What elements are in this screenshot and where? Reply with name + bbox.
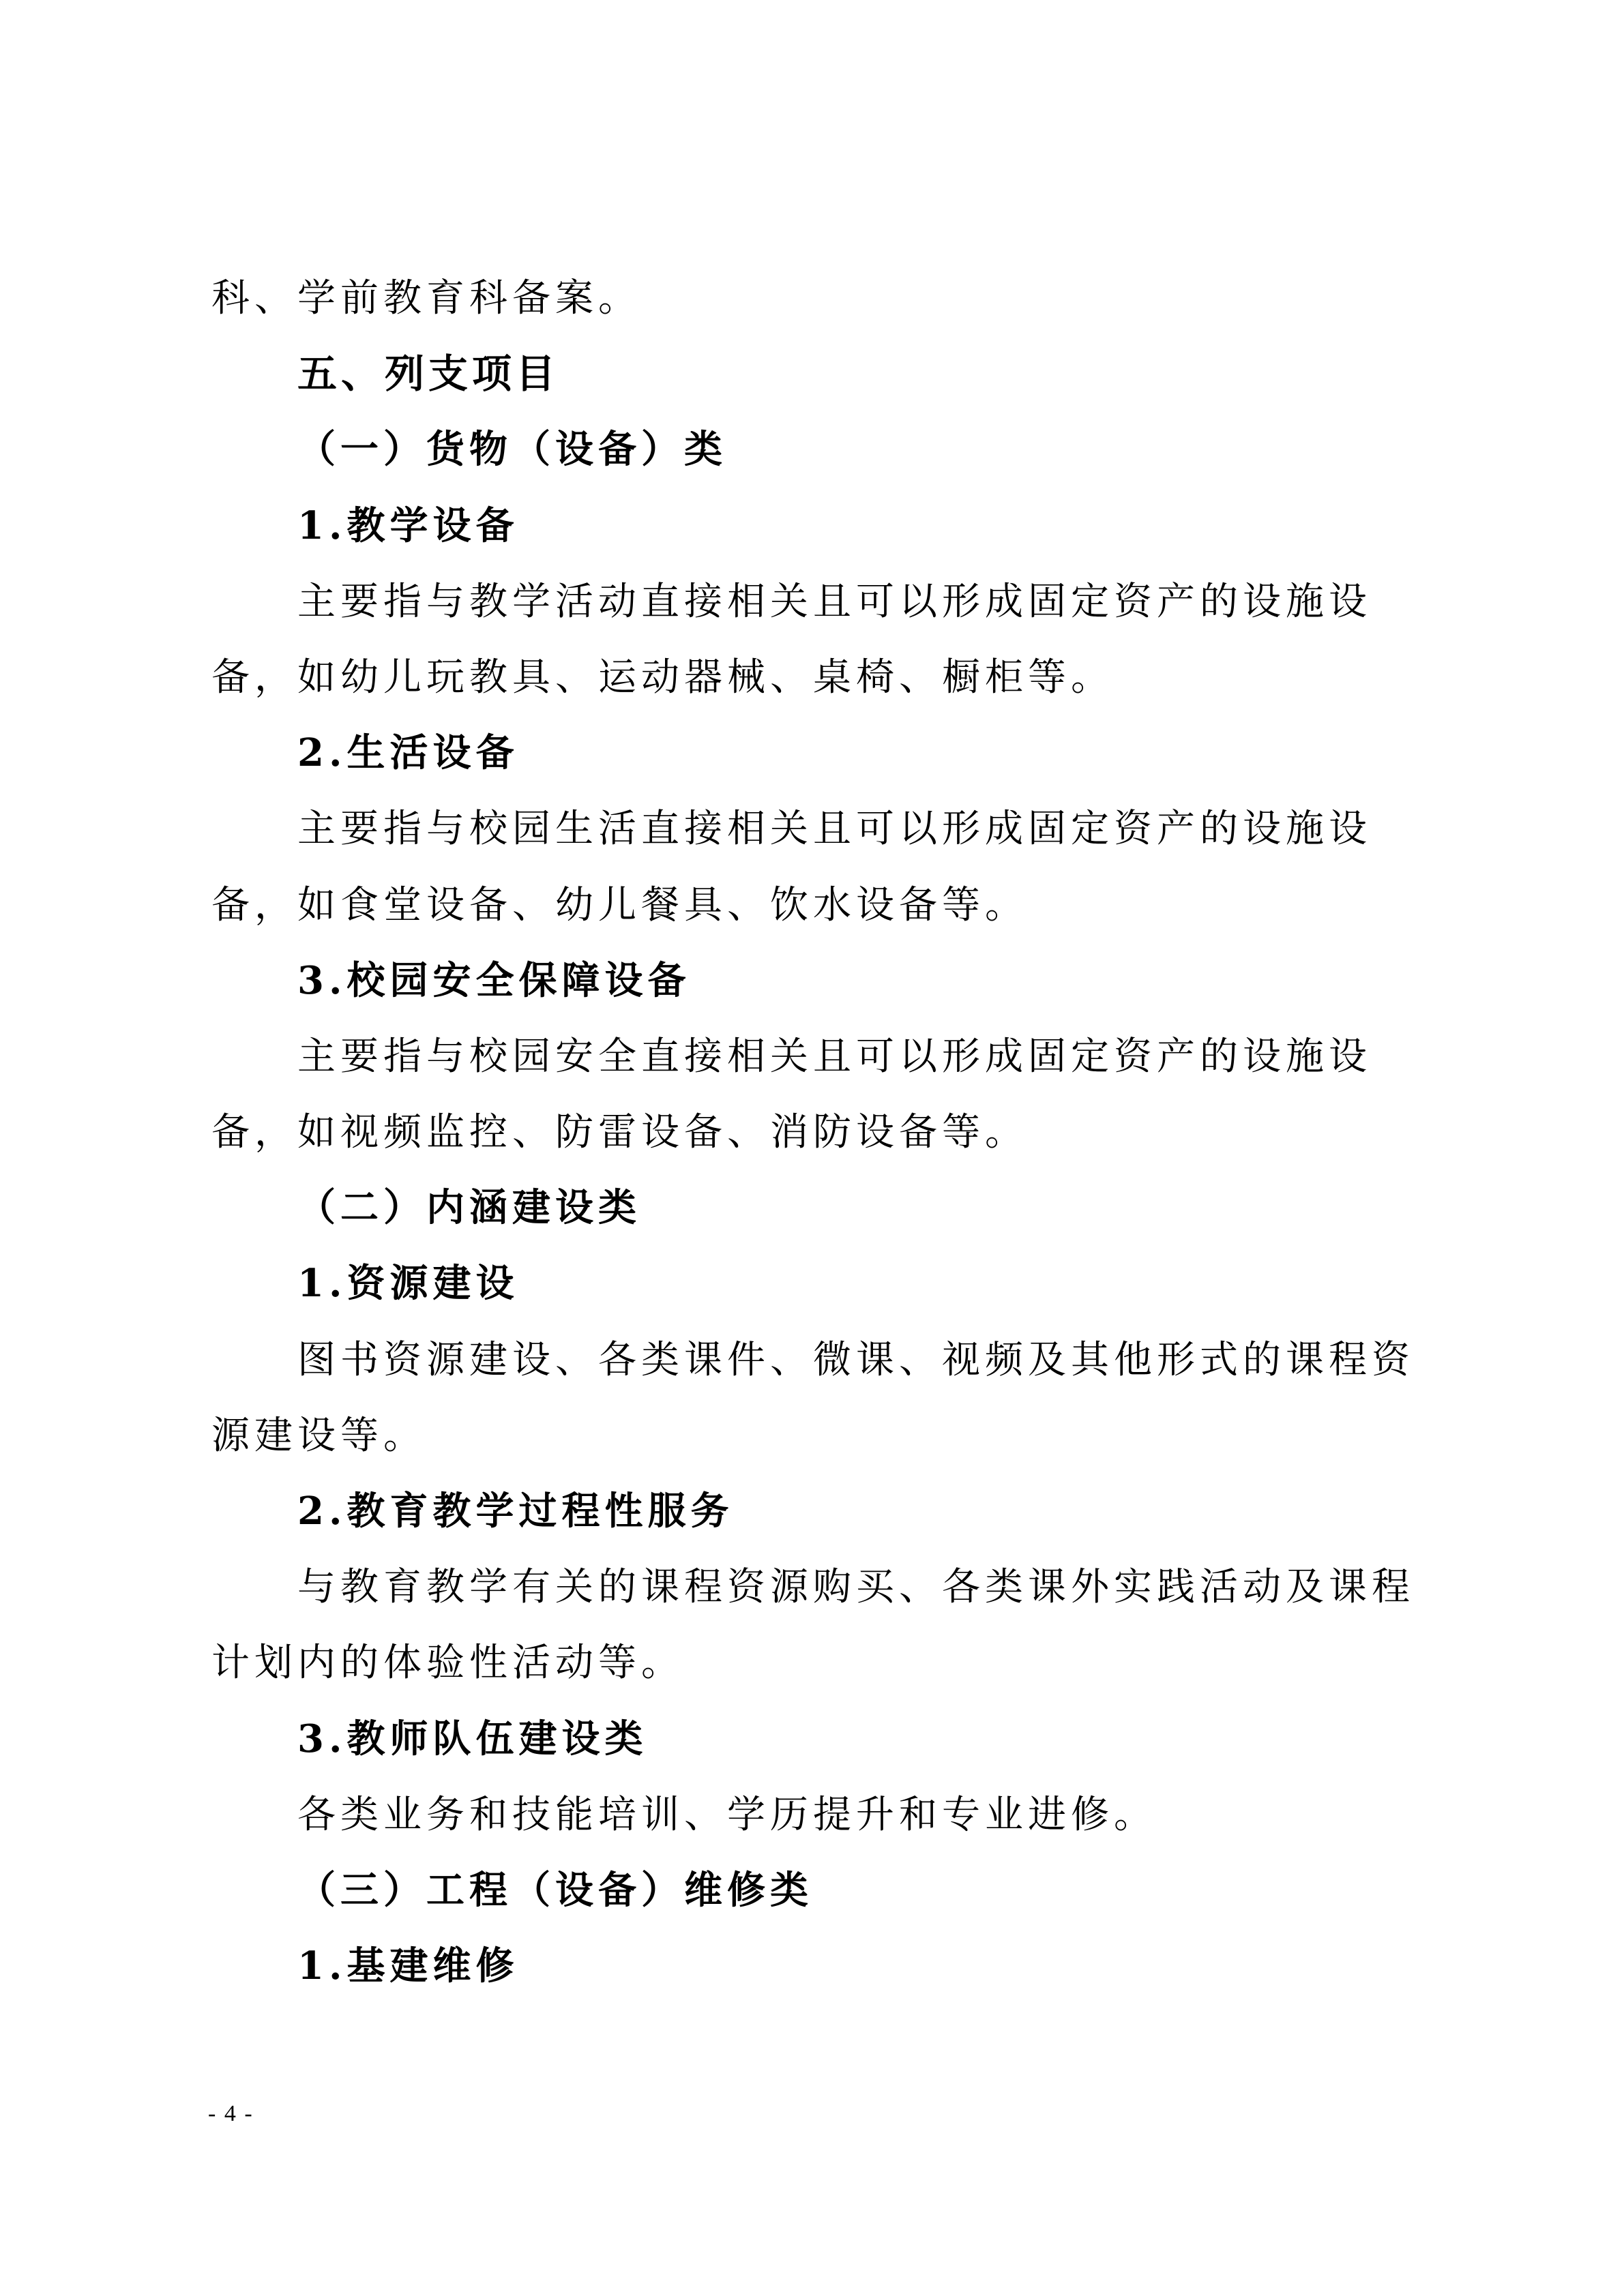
paragraph-line: 备，如视频监控、防雷设备、消防设备等。	[211, 1110, 1028, 1155]
item-heading-safety-equipment: 3.校园安全保障设备	[297, 957, 691, 1003]
item-heading-living-equipment: 2.生活设备	[297, 730, 519, 776]
paragraph-line: 源建设等。	[211, 1413, 426, 1458]
paragraph-line: 主要指与校园安全直接相关且可以形成固定资产的设施设	[297, 1034, 1372, 1079]
paragraph-line: 主要指与校园生活直接相关且可以形成固定资产的设施设	[297, 807, 1372, 852]
item-heading-teaching-services: 2.教育教学过程性服务	[297, 1489, 734, 1534]
paragraph-line: 主要指与教学活动直接相关且可以形成固定资产的设施设	[297, 579, 1372, 624]
item-heading-teaching-equipment: 1.教学设备	[297, 503, 519, 548]
item-heading-teacher-development: 3.教师队伍建设类	[297, 1716, 648, 1761]
section-heading-5: 五、列支项目	[297, 351, 560, 398]
subsection-heading-maintenance: （三）工程（设备）维修类	[297, 1867, 813, 1913]
paragraph-line: 计划内的体验性活动等。	[211, 1641, 684, 1686]
subsection-heading-goods: （一）货物（设备）类	[297, 427, 727, 473]
paragraph-line: 与教育教学有关的课程资源购买、各类课外实践活动及课程	[297, 1565, 1415, 1610]
page-number: - 4 -	[208, 2101, 254, 2126]
paragraph-line: 各类业务和技能培训、学历提升和专业进修。	[297, 1792, 1157, 1837]
item-heading-resource-building: 1.资源建设	[297, 1261, 519, 1307]
paragraph-line: 图书资源建设、各类课件、微课、视频及其他形式的课程资	[297, 1337, 1415, 1382]
item-heading-infrastructure-repair: 1.基建维修	[297, 1943, 519, 1989]
paragraph-continuation: 科、学前教育科备案。	[211, 276, 641, 320]
paragraph-line: 备，如食堂设备、幼儿餐具、饮水设备等。	[211, 882, 1028, 927]
paragraph-line: 备，如幼儿玩教具、运动器械、桌椅、橱柜等。	[211, 655, 1114, 700]
subsection-heading-connotation: （二）内涵建设类	[297, 1185, 641, 1231]
document-body	[211, 260, 1417, 2004]
